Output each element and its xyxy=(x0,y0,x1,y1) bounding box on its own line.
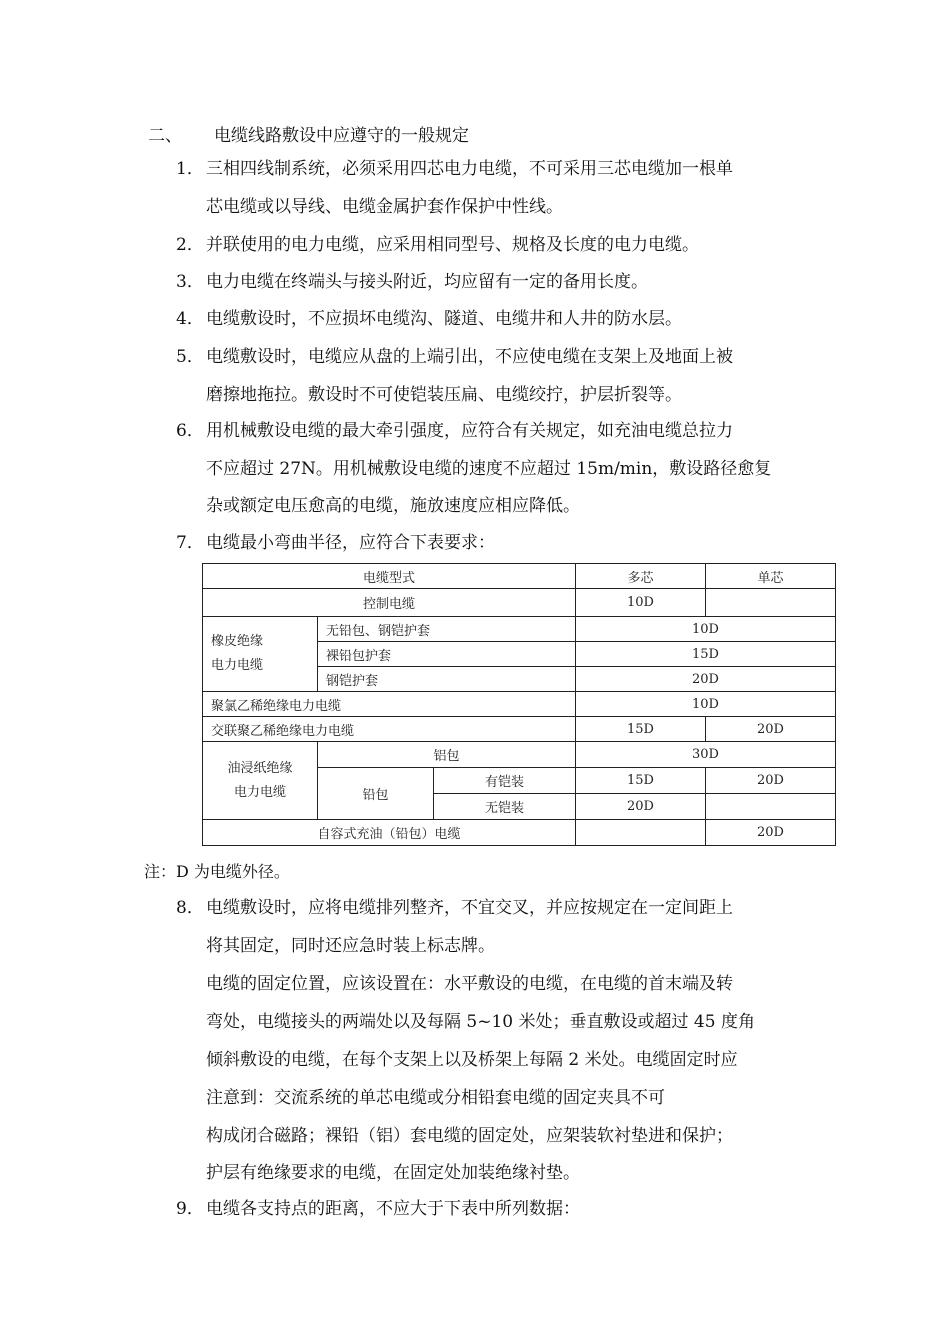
table-cell xyxy=(576,820,706,846)
table-cell: 20D xyxy=(706,768,836,794)
item-text-line: 用机械敷设电缆的最大牵引强度，应符合有关规定，如充油电缆总拉力 xyxy=(206,421,733,441)
table-cell: 15D xyxy=(576,768,706,794)
item-text-line: 芯电缆或以导线、电缆金属护套作保护中性线。 xyxy=(206,197,563,217)
item-number: 1． xyxy=(176,159,204,179)
item-text-line: 三相四线制系统，必须采用四芯电力电缆，不可采用三芯电缆加一根单 xyxy=(206,159,733,179)
item-text-line: 电缆敷设时，不应损坏电缆沟、隧道、电缆井和人井的防水层。 xyxy=(206,309,682,329)
table-cell: 15D xyxy=(576,717,706,742)
item-number: 7． xyxy=(176,533,204,553)
item-text-line: 注意到：交流系统的单芯电缆或分相铅套电缆的固定夹具不可 xyxy=(206,1088,665,1108)
item-text-line: 电缆各支持点的距离，不应大于下表中所列数据： xyxy=(206,1199,580,1219)
table-row-group-label xyxy=(203,742,318,820)
item-text-line: 不应超过 27N。用机械敷设电缆的速度不应超过 15m/min，敷设路径愈复 xyxy=(206,459,772,479)
table-cell: 铝包 xyxy=(318,742,576,768)
list-item xyxy=(0,889,950,1193)
section-heading xyxy=(148,121,469,146)
table-cell: 10D xyxy=(576,589,706,617)
list-item xyxy=(0,1190,950,1228)
list-item xyxy=(0,524,950,562)
table-cell: 铅包 xyxy=(318,768,434,820)
table-cell: 聚氯乙稀绝缘电力电缆 xyxy=(203,692,576,717)
table-cell: 控制电缆 xyxy=(203,589,576,617)
item-number: 8． xyxy=(176,898,204,918)
group-label-line: 电力电缆 xyxy=(211,658,264,673)
item-number: 9． xyxy=(176,1199,204,1219)
table-cell xyxy=(706,794,836,820)
table-cell: 15D xyxy=(576,642,836,667)
section-title: 电缆线路敷设中应遵守的一般规定 xyxy=(214,126,469,146)
list-item xyxy=(0,263,950,301)
table-row xyxy=(203,564,836,589)
table-cell: 10D xyxy=(576,617,836,642)
table-cell: 30D xyxy=(576,742,836,768)
item-text-line: 电缆敷设时，应将电缆排列整齐，不宜交叉，并应按规定在一定间距上 xyxy=(206,898,733,918)
table-cell: 20D xyxy=(576,667,836,692)
item-text-line: 倾斜敷设的电缆，在每个支架上以及桥架上每隔 2 米处。电缆固定时应 xyxy=(206,1050,738,1070)
section-number: 二、 xyxy=(148,126,182,146)
list-item xyxy=(0,300,950,338)
list-item xyxy=(0,150,950,226)
table-row xyxy=(203,717,836,742)
table-header-cell: 电缆型式 xyxy=(203,564,576,589)
table-cell: 无铠装 xyxy=(434,794,576,820)
table-cell: 有铠装 xyxy=(434,768,576,794)
item-text-line: 弯处，电缆接头的两端处以及每隔 5~10 米处；垂直敷设或超过 45 度角 xyxy=(206,1012,755,1032)
table-row xyxy=(203,617,836,642)
item-text-line: 构成闭合磁路；裸铅（铝）套电缆的固定处，应架装软衬垫进和保护； xyxy=(206,1126,733,1146)
table-header-cell: 多芯 xyxy=(576,564,706,589)
table-cell: 钢铠护套 xyxy=(318,667,576,692)
table-cell: 20D xyxy=(706,820,836,846)
item-number: 4． xyxy=(176,309,204,329)
list-item xyxy=(0,412,950,526)
list-item xyxy=(0,226,950,264)
table-row xyxy=(203,692,836,717)
item-number: 5． xyxy=(176,347,204,367)
item-text-line: 护层有绝缘要求的电缆，在固定处加装绝缘衬垫。 xyxy=(206,1163,580,1183)
list-item xyxy=(0,338,950,414)
item-number: 2． xyxy=(176,235,204,255)
table-cell: 20D xyxy=(706,717,836,742)
item-text-line: 磨擦地拖拉。敷设时不可使铠装压扁、电缆绞拧，护层折裂等。 xyxy=(206,385,682,405)
table-cell xyxy=(706,589,836,617)
table-cell: 20D xyxy=(576,794,706,820)
group-label-line: 油浸纸绝缘 xyxy=(227,760,293,776)
table-cell: 10D xyxy=(576,692,836,717)
table-cell: 裸铅包护套 xyxy=(318,642,576,667)
item-text-line: 电缆的固定位置，应该设置在：水平敷设的电缆，在电缆的首末端及转 xyxy=(206,974,733,994)
item-text-line: 杂或额定电压愈高的电缆，施放速度应相应降低。 xyxy=(206,496,580,516)
group-label-line: 电力电缆 xyxy=(233,784,286,800)
item-number: 3． xyxy=(176,272,204,292)
item-number: 6． xyxy=(176,421,204,441)
item-text-line: 电缆敷设时，电缆应从盘的上端引出，不应使电缆在支架上及地面上被 xyxy=(206,347,733,367)
bending-radius-table xyxy=(202,563,836,846)
table-row xyxy=(203,589,836,617)
group-label-line: 橡皮绝缘 xyxy=(211,634,264,649)
item-text-line: 将其固定，同时还应急时装上标志牌。 xyxy=(206,936,495,956)
table-cell: 自容式充油（铅包）电缆 xyxy=(203,820,576,846)
table-cell: 交联聚乙稀绝缘电力电缆 xyxy=(203,717,576,742)
table-row xyxy=(203,820,836,846)
table-header-cell: 单芯 xyxy=(706,564,836,589)
table-cell: 无铅包、钢铠护套 xyxy=(318,617,576,642)
item-text-line: 并联使用的电力电缆，应采用相同型号、规格及长度的电力电缆。 xyxy=(206,235,699,255)
table-note: 注：D 为电缆外径。 xyxy=(144,862,290,881)
item-text-line: 电缆最小弯曲半径，应符合下表要求： xyxy=(206,533,495,553)
item-text-line: 电力电缆在终端头与接头附近，均应留有一定的备用长度。 xyxy=(206,272,648,292)
table-row xyxy=(203,742,836,768)
table-row-group-label xyxy=(203,617,318,692)
